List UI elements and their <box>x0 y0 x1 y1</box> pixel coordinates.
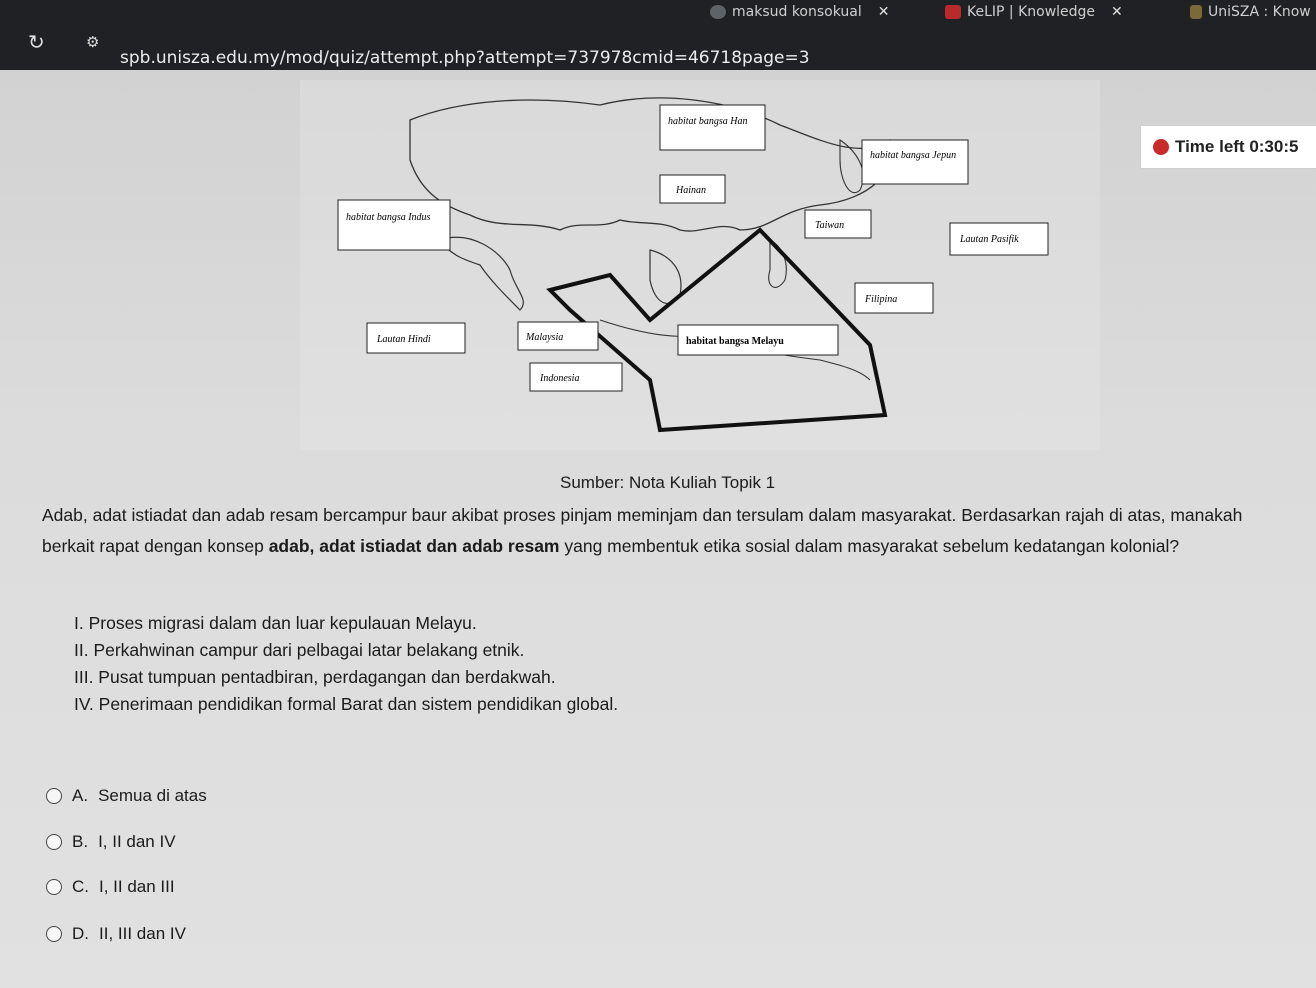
label-box-jepun <box>862 140 968 184</box>
tab-maksud[interactable] <box>710 0 890 24</box>
quiz-timer <box>1140 125 1316 169</box>
question-text <box>42 500 1282 562</box>
map-figure <box>300 80 1100 450</box>
answer-option-d[interactable] <box>46 924 186 944</box>
option-text: II, III dan IV <box>99 924 186 943</box>
option-text: Semua di atas <box>98 786 207 805</box>
tab-title: UniSZA : Know <box>1208 4 1311 20</box>
option-letter: A. <box>72 786 89 805</box>
close-tab-icon[interactable]: ✕ <box>877 4 890 20</box>
browser-chrome <box>0 0 1316 70</box>
statement-item: II. Perkahwinan campur dari pelbagai latar belakang etnik. <box>74 640 525 660</box>
statement-item: I. Proses migrasi dalam dan luar kepulauan Melayu. <box>74 613 477 633</box>
label-hainan: Hainan <box>676 185 706 196</box>
option-letter: B. <box>72 832 89 851</box>
unisza-icon <box>1190 5 1202 19</box>
statement-item: III. Pusat tumpuan pentadbiran, perdagangan dan berdakwah. <box>74 667 556 687</box>
address-bar[interactable]: spb.unisza.edu.my/mod/quiz/attempt.php?attempt=737978cmid=46718page=3 <box>120 48 810 68</box>
answer-option-b[interactable] <box>46 832 176 852</box>
label-malaysia: Malaysia <box>526 332 564 343</box>
timer-text: Time left 0:30:5 <box>1175 137 1299 156</box>
radio-button[interactable] <box>46 834 62 850</box>
answer-option-c[interactable] <box>46 877 175 897</box>
tab-kelip[interactable] <box>945 0 1123 24</box>
label-melayu: habitat bangsa Melayu <box>686 336 784 347</box>
option-text: I, II dan IV <box>98 832 176 851</box>
label-box-indus <box>338 200 450 250</box>
option-letter: C. <box>72 877 89 896</box>
clock-icon <box>1153 139 1169 155</box>
close-tab-icon[interactable]: ✕ <box>1111 4 1123 20</box>
reload-icon[interactable]: ↻ <box>28 30 45 54</box>
kelip-icon <box>945 5 961 19</box>
label-indonesia: Indonesia <box>540 373 580 384</box>
tab-unisza[interactable] <box>1190 0 1311 24</box>
tab-title: KeLIP | Knowledge <box>967 4 1096 20</box>
radio-button[interactable] <box>46 788 62 804</box>
statement-item: IV. Penerimaan pendidikan formal Barat dan sistem pendidikan global. <box>74 694 619 714</box>
label-indus: habitat bangsa Indus <box>346 212 431 223</box>
question-text-part1: Adab, adat istiadat dan adab resam bercampur baur akibat proses pinjam meminjam dan tersulam dalam masyarakat. Berdasarkan rajah di atas, manakah berkait rapat dengan konsep <box>42 505 1243 556</box>
option-letter: D. <box>72 924 89 943</box>
label-filipina: Filipina <box>865 294 898 305</box>
question-text-part2: yang membentuk etika sosial dalam masyarakat sebelum kedatangan kolonial? <box>559 536 1180 556</box>
radio-button[interactable] <box>46 879 62 895</box>
statement-list <box>74 610 618 718</box>
label-jepun: habitat bangsa Jepun <box>870 150 957 161</box>
label-pasifik: Lautan Pasifik <box>960 234 1019 245</box>
google-icon <box>710 5 726 19</box>
question-text-bold: adab, adat istiadat dan adab resam <box>268 536 560 556</box>
figure-source: Sumber: Nota Kuliah Topik 1 <box>560 473 776 492</box>
site-settings-icon[interactable]: ⚙ <box>86 33 99 51</box>
tab-title: maksud konsokual <box>732 4 862 20</box>
label-han: habitat bangsa Han <box>668 116 748 127</box>
label-hindi: Lautan Hindi <box>377 334 431 345</box>
radio-button[interactable] <box>46 926 62 942</box>
option-text: I, II dan III <box>99 877 175 896</box>
label-taiwan: Taiwan <box>815 220 845 231</box>
answer-option-a[interactable] <box>46 786 207 806</box>
label-box-han <box>660 105 765 150</box>
